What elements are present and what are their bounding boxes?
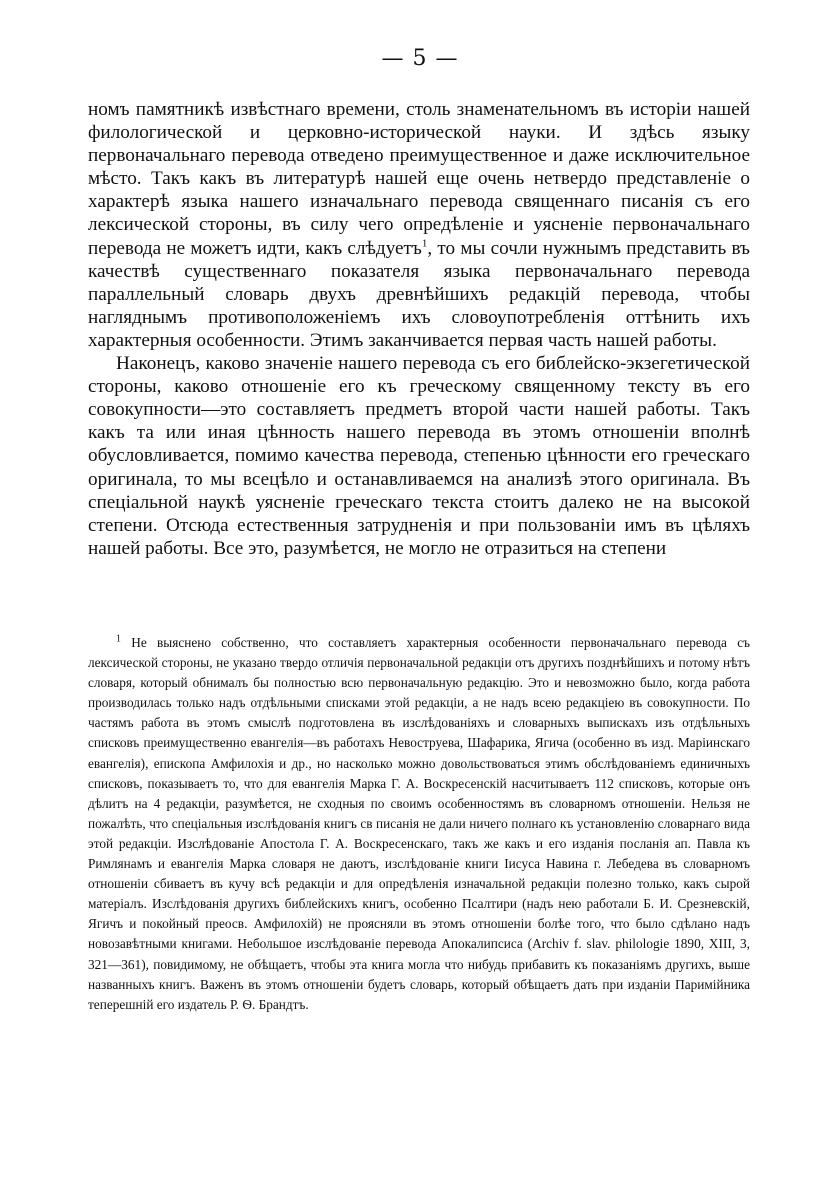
page-number: — 5 — [381, 46, 459, 71]
paragraph-text: номъ памятникѣ извѣстнаго времени, столь знаменательномъ въ исторіи нашей филологической и церковно-исторической науки. И здѣсь языку первоначальнаго перевода отведено преимущественное и даже исключительное мѣсто. Такъ какъ въ литературѣ нашей еще очень нетвердо представленіе о характерѣ языка нашего изначальнаго перевода священнаго писанія съ его лексической стороны, въ силу чего опредѣленіе и уясненіе первоначальнаго перевода не можетъ идти, какъ слѣдуетъ [88, 99, 750, 259]
body-text [88, 98, 750, 560]
footnote-paragraph [88, 633, 750, 1015]
footnote-reference[interactable]: 1 [421, 237, 428, 250]
footnote-mark: 1 [116, 633, 121, 645]
paragraph-text: , то мы сочли нужнымъ представить въ качествѣ существеннаго показателя языка первоначальнаго перевода параллельный словарь двухъ древнѣйшихъ редакцій перевода, чтобы нагляднымъ противоположеніемъ ихъ словоупотребленія оттѣнить ихъ характерныя особенности. Этимъ заканчивается первая часть нашей работы. [88, 237, 750, 351]
footnote [88, 633, 750, 1015]
footnote-text: Не выяснено собственно, что составляетъ характерныя особенности первоначальнаго перевода съ лексической стороны, не указано твердо отличія первоначальной редакціи отъ другихъ позднѣйшихъ и потому нѣтъ словаря, который обнималъ бы полностью всю первоначальную редакцію. Это и невозможно было, когда работа производилась только надъ отдѣльными списками этой редакціи, а не надъ всею редакціею въ совокупности. По частямъ работа въ этомъ смыслѣ подготовлена въ изслѣдованіяхъ и словарныхъ выпискахъ изъ отдѣльныхъ списковъ преимущественно евангелія—въ работахъ Невоструева, Шафарика, Ягича (особенно въ изд. Маріинскаго евангелія), епископа Амфилохія и др., но насколько можно довольствоваться этимъ обслѣдованіемъ единичныхъ списковъ, показываетъ то, что для евангелія Марка Г. А. Воскресенскій насчитываетъ 112 списковъ, которые онъ дѣлитъ на 4 редакціи, разумѣется, не сходныя по своимъ особенностямъ въ словарномъ отношеніи. Нельзя не пожалѣть, что спеціальныя изслѣдованія книгъ св писанія не дали ничего полнаго къ установленію словарнаго вида этой редакціи. Изслѣдованіе Апостола Г. А. Воскресенскаго, такъ же какъ и его изданія посланія ап. Павла къ Римлянамъ и евангелія Марка словаря не даютъ, изслѣдованіе книги Іисуса Навина г. Лебедева въ словарномъ отношеніи сбиваетъ въ кучу всѣ редакціи и для опредѣленія изначальной редакціи полезно только, какъ сырой матеріалъ. Изслѣдованія другихъ библейскихъ книгъ, особенно Псалтири (надъ нею работали Б. И. Срезневскій, Ягичъ и покойный преосв. Амфилохій) не проясняли въ этомъ отношеніи болѣе того, что было сдѣлано надъ новозавѣтными книгами. Небольшое изслѣдованіе перевода Апокалипсиса (Archiv f. slav. philologie 1890, XIII, 3, 321—361), повидимому, не обѣщаетъ, чтобы эта книга могла что нибудь прибавить къ показаніямъ другихъ, выше названныхъ книгъ. Важенъ въ этомъ отношеніи будетъ словарь, который обѣщаетъ дать при изданіи Паримійника теперешній его издатель Р. Ѳ. Брандтъ. [88, 635, 750, 1012]
paragraph: Наконецъ, каково значеніе нашего перевода съ его библейско-экзегетической стороны, каково отношеніе его къ греческому священному тексту въ его совокупности—это составляетъ предметъ второй части нашей работы. Такъ какъ та или иная цѣнность нашего перевода въ этомъ отношеніи вполнѣ обусловливается, помимо качества перевода, степенью цѣнности его греческаго оригинала, то мы всецѣло и останавливаемся на анализѣ этого оригинала. Въ спеціальной наукѣ уясненіе греческаго текста стоитъ далеко не на высокой степени. Отсюда естественныя затрудненія и при пользованіи имъ въ цѣляхъ нашей работы. Все это, разумѣется, не могло не отразиться на степени [88, 353, 750, 559]
paragraph [88, 98, 750, 352]
